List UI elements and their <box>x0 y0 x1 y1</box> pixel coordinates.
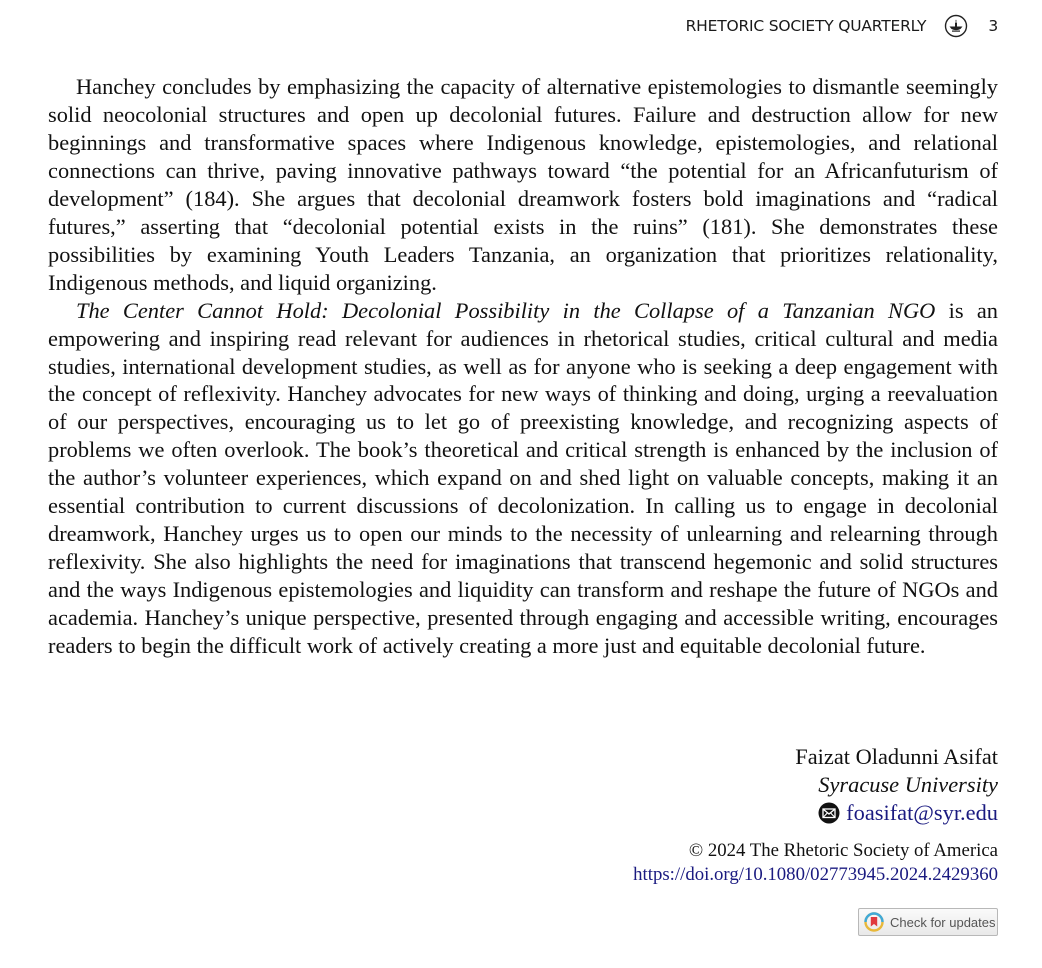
copyright-block <box>633 839 998 887</box>
paragraph-conclusion: Hanchey concludes by emphasizing the capacity of alternative epistemologies to dismantle seemingly solid neocolonial structures and open up decolonial futures. Failure and destruction allow for new beginnings and transformative spaces where Indigenous knowledge, epistemologies, and relational connections can thrive, paving innovative pathways toward “the potential for an Africanfuturism of development” (184). She argues that decolonial dreamwork fosters bold imaginations and “radical futures,” asserting that “decolonial potential exists in the ruins” (181). She demonstrates these possibilities by examining Youth Leaders Tanzania, an organization that prioritizes relationality, Indigenous methods, and liquid organizing. <box>48 74 998 295</box>
journal-title: RHETORIC SOCIETY QUARTERLY <box>685 17 927 35</box>
author-name: Faizat Oladunni Asifat <box>795 744 998 769</box>
doi-link[interactable]: https://doi.org/10.1080/02773945.2024.2429360 <box>633 864 998 885</box>
paragraph-evaluation <box>48 297 998 660</box>
check-for-updates-label: Check for updates <box>890 914 996 930</box>
paragraph-evaluation-text: is an empowering and inspiring read relevant for audiences in rhetorical studies, critical cultural and media studies, international development studies, as well as for anyone who is seeking a deep engagement with the concept of reflexivity. Hanchey advocates for new ways of thinking and doing, urging a reevaluation of our perspectives, encouraging us to let go of preexisting knowledge, and recognizing aspects of problems we often overlook. The book’s theoretical and critical strength is enhanced by the inclusion of the author’s volunteer experiences, which expand on and shed light on valuable concepts, making it an essential contribution to current discussions of decolonization. In calling us to engage in decolonial dreamwork, Hanchey urges us to open our minds to the necessity of unlearning and relearning through reflexivity. She also highlights the need for imaginations that transcend hegemonic and solid structures and the ways Indigenous epistemologies and liquidity can transform and reshape the future of NGOs and academia. Hanchey’s unique perspective, presented through engaging and accessible writing, encourages readers to begin the difficult work of actively creating a more just and equitable decolonial future. <box>48 297 998 659</box>
copyright-notice: © 2024 The Rhetoric Society of America <box>688 840 998 861</box>
check-for-updates-button[interactable] <box>858 908 998 936</box>
author-affiliation: Syracuse University <box>818 772 998 797</box>
book-title: The Center Cannot Hold: Decolonial Possibility in the Collapse of a Tanzanian NGO <box>76 297 936 323</box>
crossmark-icon <box>864 912 884 932</box>
article-body <box>48 73 998 660</box>
email-line <box>795 799 998 827</box>
running-head <box>686 14 998 38</box>
lamp-logo-icon <box>944 14 968 38</box>
envelope-icon <box>818 802 840 824</box>
email-link[interactable]: foasifat@syr.edu <box>846 800 998 825</box>
reviewer-signature <box>795 743 998 827</box>
page-number: 3 <box>988 17 998 35</box>
